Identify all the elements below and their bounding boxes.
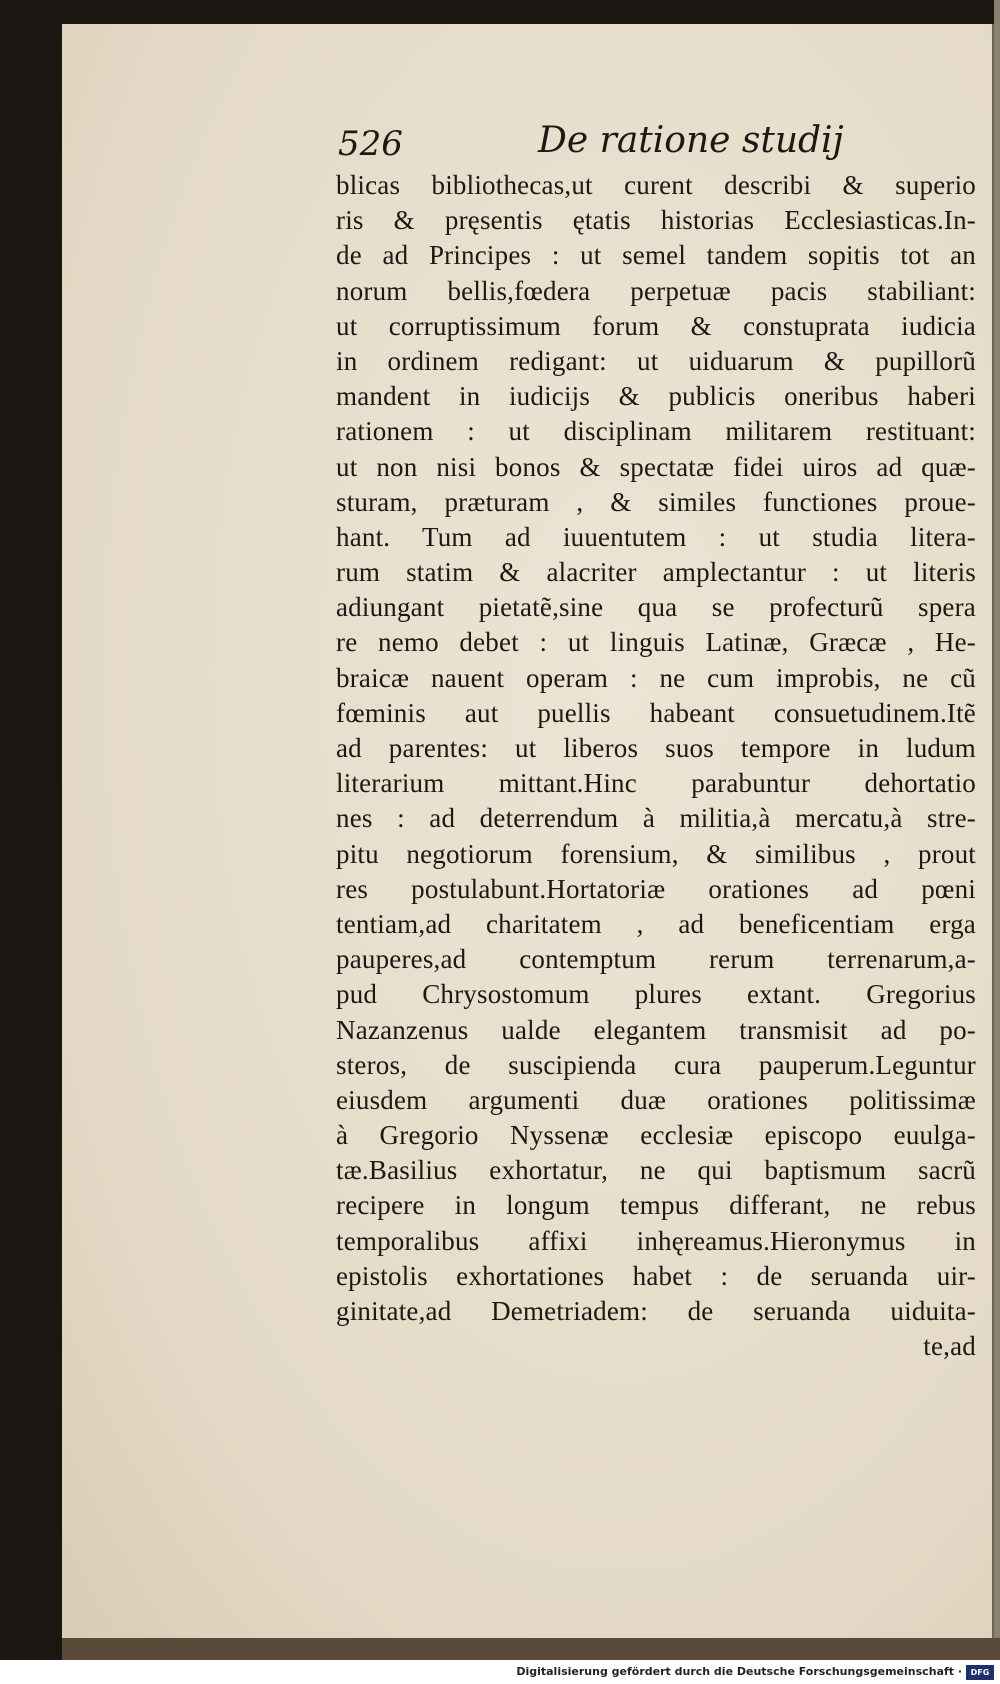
page-number: 526 bbox=[338, 124, 403, 164]
text-line: adiungant pietatẽ,sine qua se profecturũ spera bbox=[336, 592, 976, 623]
text-line: à Gregorio Nyssenæ ecclesiæ episcopo euulga- bbox=[336, 1120, 976, 1151]
page-header bbox=[338, 120, 844, 168]
text-line: recipere in longum tempus differant, ne rebus bbox=[336, 1190, 976, 1221]
text-line: Nazanzenus ualde elegantem transmisit ad po- bbox=[336, 1014, 976, 1045]
footer-bar bbox=[0, 1662, 1000, 1684]
page-bottom-shadow bbox=[62, 1638, 1000, 1660]
text-line: pud Chrysostomum plures extant. Gregorius bbox=[336, 979, 976, 1010]
text-line: tentiam,ad charitatem , ad beneficentiam erga bbox=[336, 908, 976, 939]
text-line: eiusdem argumenti duæ orationes politissimæ bbox=[336, 1084, 976, 1115]
text-line: in ordinem redigant: ut uiduarum & pupillorũ bbox=[336, 345, 976, 376]
text-line: res postulabunt.Hortatoriæ orationes ad pœni bbox=[336, 873, 976, 904]
text-line: pitu negotiorum forensium, & similibus , prout bbox=[336, 838, 976, 869]
catchword: te,ad bbox=[923, 1331, 976, 1362]
running-head: De ratione studij bbox=[538, 120, 844, 161]
text-line: nes : ad deterrendum à militia,à mercatu,à stre- bbox=[336, 803, 976, 834]
body-text bbox=[336, 168, 976, 1364]
text-line: mandent in iudicijs & publicis oneribus haberi bbox=[336, 381, 976, 412]
text-line: steros, de suscipienda cura pauperum.Leguntur bbox=[336, 1049, 976, 1080]
text-line: ginitate,ad Demetriadem: de seruanda uiduita- bbox=[336, 1296, 976, 1326]
text-line: norum bellis,fœdera perpetuæ pacis stabiliant: bbox=[336, 275, 976, 306]
text-line: temporalibus affixi inhęreamus.Hieronymus in bbox=[336, 1225, 976, 1256]
text-line: blicas bibliothecas,ut curent describi & superio bbox=[336, 170, 976, 200]
text-line: ut non nisi bonos & spectatæ fidei uiros ad quæ- bbox=[336, 451, 976, 482]
text-line: epistolis exhortationes habet : de seruanda uir- bbox=[336, 1260, 976, 1291]
text-line: ad parentes: ut liberos suos tempore in ludum bbox=[336, 733, 976, 763]
text-line: ut corruptissimum forum & constuprata iudicia bbox=[336, 310, 976, 341]
text-line: ris & pręsentis ętatis historias Ecclesiasticas.In- bbox=[336, 205, 976, 236]
text-line: tæ.Basilius exhortatur, ne qui baptismum sacrũ bbox=[336, 1155, 976, 1186]
dfg-logo: DFG bbox=[966, 1665, 994, 1680]
funding-credit: Digitalisierung gefördert durch die Deutsche Forschungsgemeinschaft · bbox=[516, 1665, 962, 1678]
text-line: de ad Principes : ut semel tandem sopitis tot an bbox=[336, 240, 976, 271]
text-line: hant. Tum ad iuuentutem : ut studia litera- bbox=[336, 521, 976, 552]
page-edge bbox=[994, 0, 1000, 1660]
text-line: rationem : ut disciplinam militarem restituant: bbox=[336, 416, 976, 447]
text-line: rum statim & alacriter amplectantur : ut literis bbox=[336, 557, 976, 588]
text-line: literarium mittant.Hinc parabuntur dehortatio bbox=[336, 768, 976, 799]
text-line: re nemo debet : ut linguis Latinæ, Græcæ , He- bbox=[336, 627, 976, 658]
text-line: pauperes,ad contemptum rerum terrenarum,a- bbox=[336, 944, 976, 975]
text-line: braicæ nauent operam : ne cum improbis, ne cũ bbox=[336, 662, 976, 693]
text-line: sturam, præturam , & similes functiones proue- bbox=[336, 486, 976, 517]
text-line: fœminis aut puellis habeant consuetudinem.Itẽ bbox=[336, 697, 976, 728]
